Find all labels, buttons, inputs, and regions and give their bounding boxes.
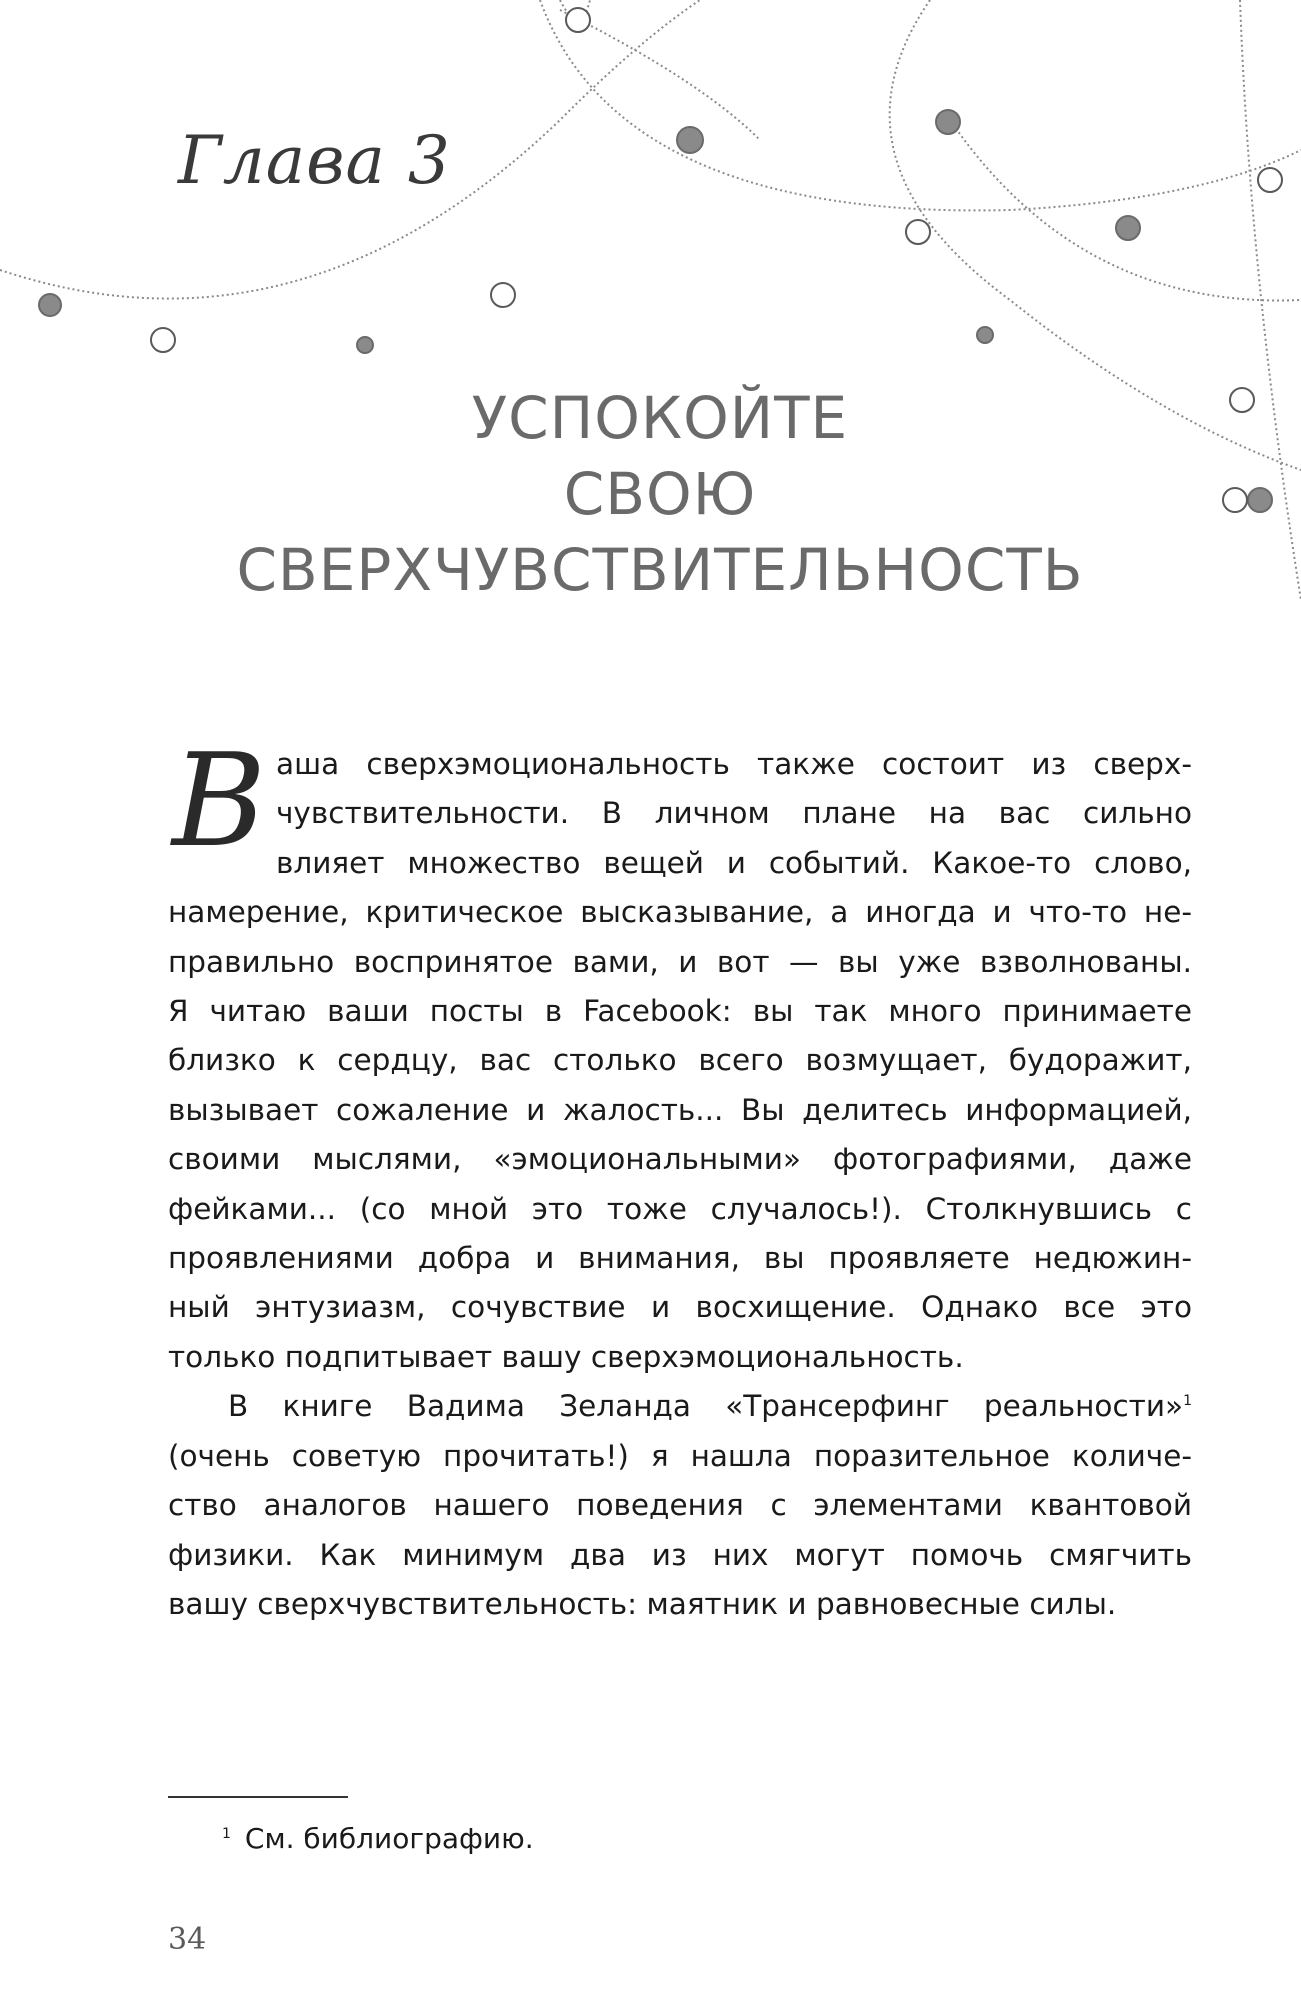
text-line: правильно воспринятое вами, и вот — вы уже взволнованы. — [168, 944, 1192, 979]
chapter-title-line: УСПОКОЙТЕ — [471, 384, 849, 452]
footnote — [222, 1822, 534, 1855]
chapter-title-line: СВОЮ — [563, 460, 757, 528]
text-line-with-footnote — [168, 1382, 1192, 1431]
text-line: вызывает сожаление и жалость... Вы делитесь информацией, — [168, 1092, 1192, 1127]
text-line-content: В книге Вадима Зеланда «Трансерфинг реальности» — [228, 1389, 1184, 1424]
text-line: аша сверхэмоциональность также состоит из сверх- — [276, 747, 1192, 781]
footnote-text: См. библиографию. — [244, 1822, 534, 1855]
footnote-marker: 1 — [222, 1825, 231, 1842]
text-line: только подпитывает вашу сверхэмоциональность. — [168, 1339, 964, 1374]
body-text — [168, 740, 1192, 1629]
page-number: 34 — [168, 1922, 207, 1957]
text-line: близко к сердцу, вас столько всего возмущает, будоражит, — [168, 1043, 1192, 1078]
footnote-divider — [168, 1796, 348, 1798]
text-line: физики. Как минимум два из них могут помочь смягчить — [168, 1537, 1192, 1572]
chapter-label: Глава 3 — [178, 122, 451, 199]
text-line: чувствительности. В личном плане на вас сильно — [276, 796, 1192, 831]
text-line: влияет множество вещей и событий. Какое-то слово, — [276, 845, 1192, 880]
text-line: ство аналогов нашего поведения с элементами квантовой — [168, 1488, 1192, 1523]
chapter-title — [160, 380, 1160, 608]
text-line: намерение, критическое высказывание, а иногда и что-то не- — [168, 895, 1192, 930]
footnote-ref: 1 — [1183, 1393, 1192, 1410]
drop-cap: В — [172, 727, 267, 876]
text-line: Я читаю ваши посты в Facebook: вы так много принимаете — [168, 994, 1192, 1029]
text-line: проявлениями добра и внимания, вы проявляете недюжин- — [168, 1241, 1192, 1276]
text-line: ный энтузиазм, сочувствие и восхищение. Однако все это — [168, 1290, 1192, 1325]
text-line: (очень советую прочитать!) я нашла поразительное количе- — [168, 1438, 1192, 1473]
chapter-title-line: СВЕРХЧУВСТВИТЕЛЬНОСТЬ — [236, 536, 1084, 604]
text-line: вашу сверхчувствительность: маятник и равновесные силы. — [168, 1586, 1117, 1621]
text-line: фейками... (со мной это тоже случалось!). Столкнувшись с — [168, 1191, 1192, 1226]
text-line: своими мыслями, «эмоциональными» фотографиями, даже — [168, 1142, 1192, 1177]
